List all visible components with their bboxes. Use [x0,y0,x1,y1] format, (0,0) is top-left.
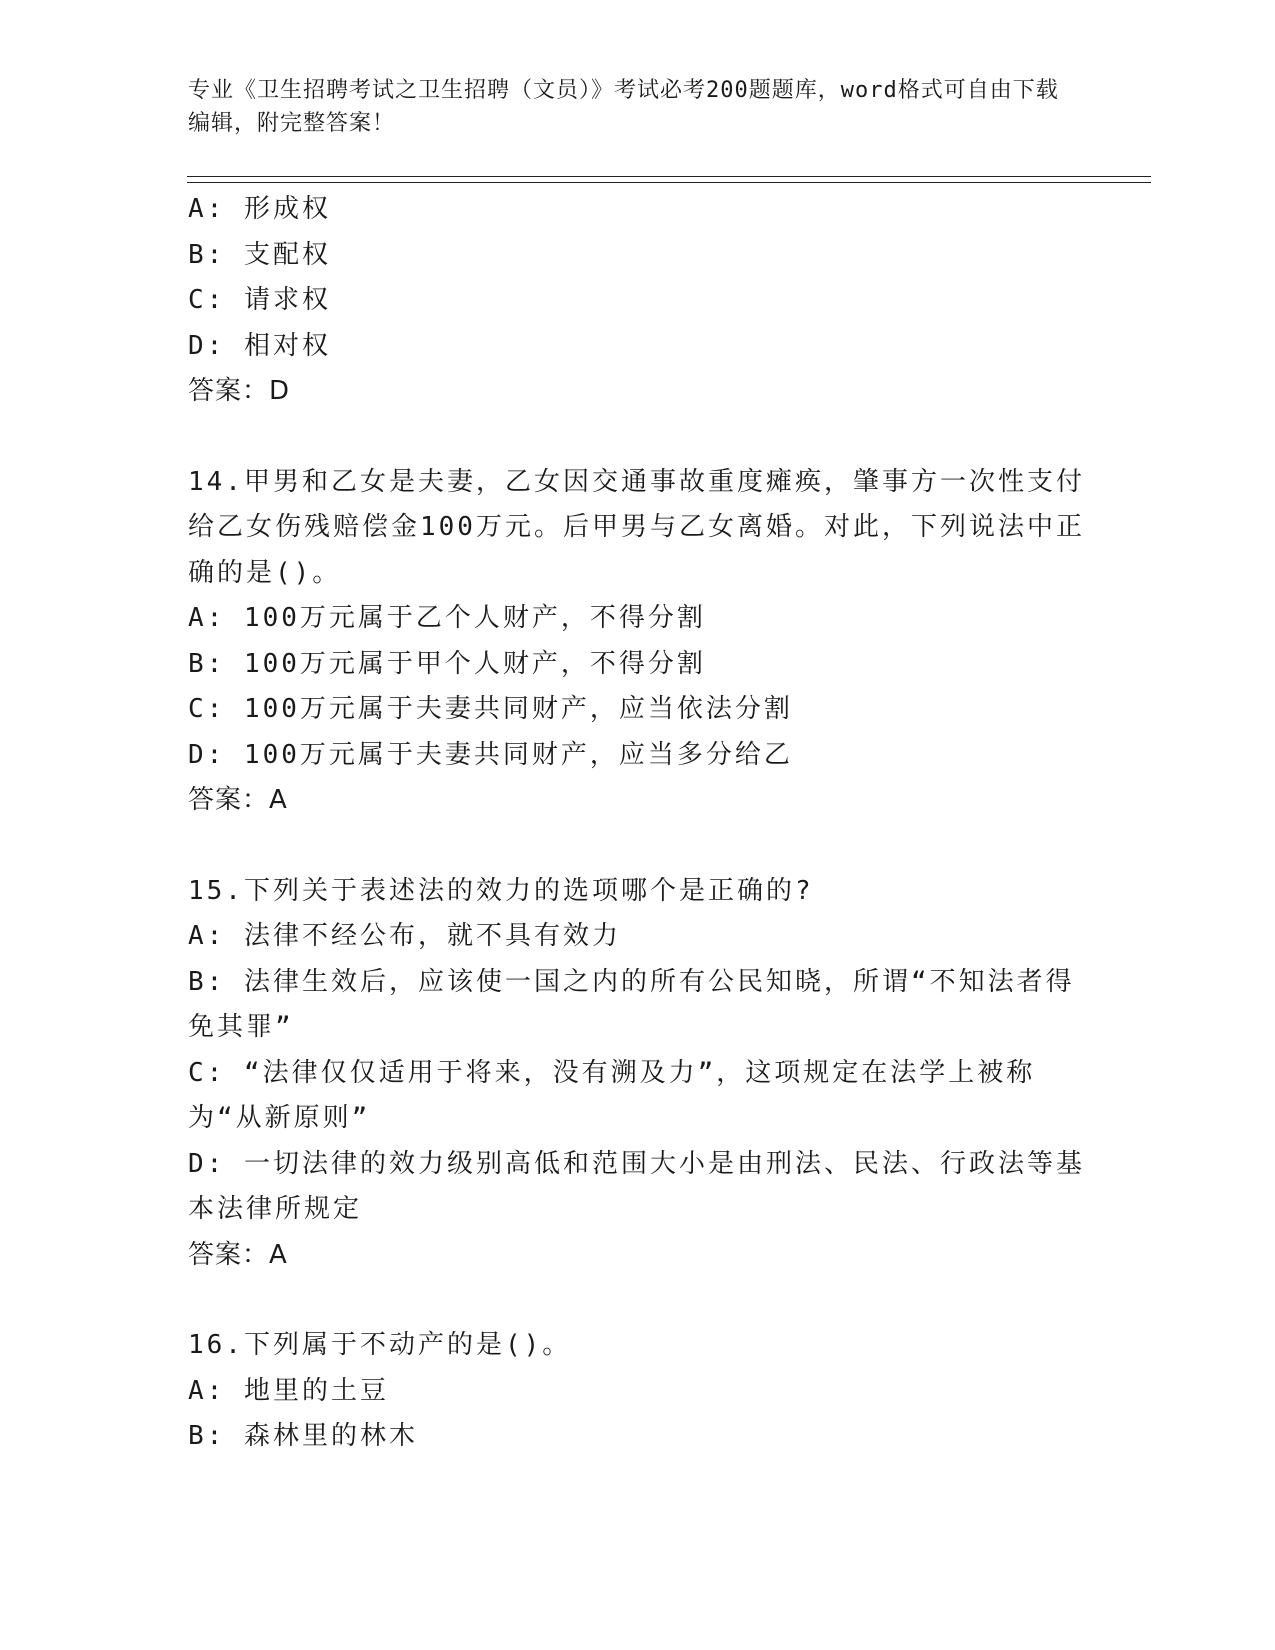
answer-line: 答案：A [188,785,288,815]
question-13 [188,187,1088,415]
option-d: D: 100万元属于夫妻共同财产，应当多分给乙 [188,739,793,770]
option-d: D: 相对权 [188,330,331,361]
spacer [188,824,1088,869]
document-header [188,74,1068,140]
spacer [188,1278,1088,1323]
question-list [188,187,1088,1460]
answer-line: 答案：D [188,376,291,406]
header-divider-bottom [187,182,1151,183]
spacer [188,415,1088,460]
question-stem: 15.下列关于表述法的效力的选项哪个是正确的? [188,875,814,906]
option-a: A: 形成权 [188,194,331,224]
option-a: A: 地里的土豆 [188,1375,389,1406]
option-a: A: 法律不经公布，就不具有效力 [188,921,621,951]
option-b: B: 法律生效后，应该使一国之内的所有公民知晓，所谓“不知法者得免其罪” [188,966,1075,1042]
option-c: C: 请求权 [188,285,331,315]
question-15 [188,869,1088,1279]
answer-line: 答案：A [188,1239,288,1270]
question-stem: 14.甲男和乙女是夫妻，乙女因交通事故重度瘫痪，肇事方一次性支付给乙女伤残赔偿金100万元。后甲男与乙女离婚。对此，下列说法中正确的是()。 [188,466,1085,588]
header-divider-top [187,176,1151,177]
question-14 [188,460,1088,824]
option-b: B: 森林里的林木 [188,1421,418,1451]
option-a: A: 100万元属于乙个人财产，不得分割 [188,603,706,633]
option-c: C: “法律仅仅适用于将来，没有溯及力”，这项规定在法学上被称为“从新原则” [188,1057,1036,1133]
option-b: B: 100万元属于甲个人财产，不得分割 [188,648,706,679]
option-b: B: 支配权 [188,239,331,270]
question-stem: 16.下列属于不动产的是()。 [188,1330,572,1360]
question-16 [188,1323,1088,1460]
header-intro: 专业《卫生招聘考试之卫生招聘（文员）》考试必考200题题库，word格式可自由下载编辑，附完整答案！ [188,78,1059,136]
option-d: D: 一切法律的效力级别高低和范围大小是由刑法、民法、行政法等基本法律所规定 [188,1148,1085,1224]
option-c: C: 100万元属于夫妻共同财产，应当依法分割 [188,694,793,724]
